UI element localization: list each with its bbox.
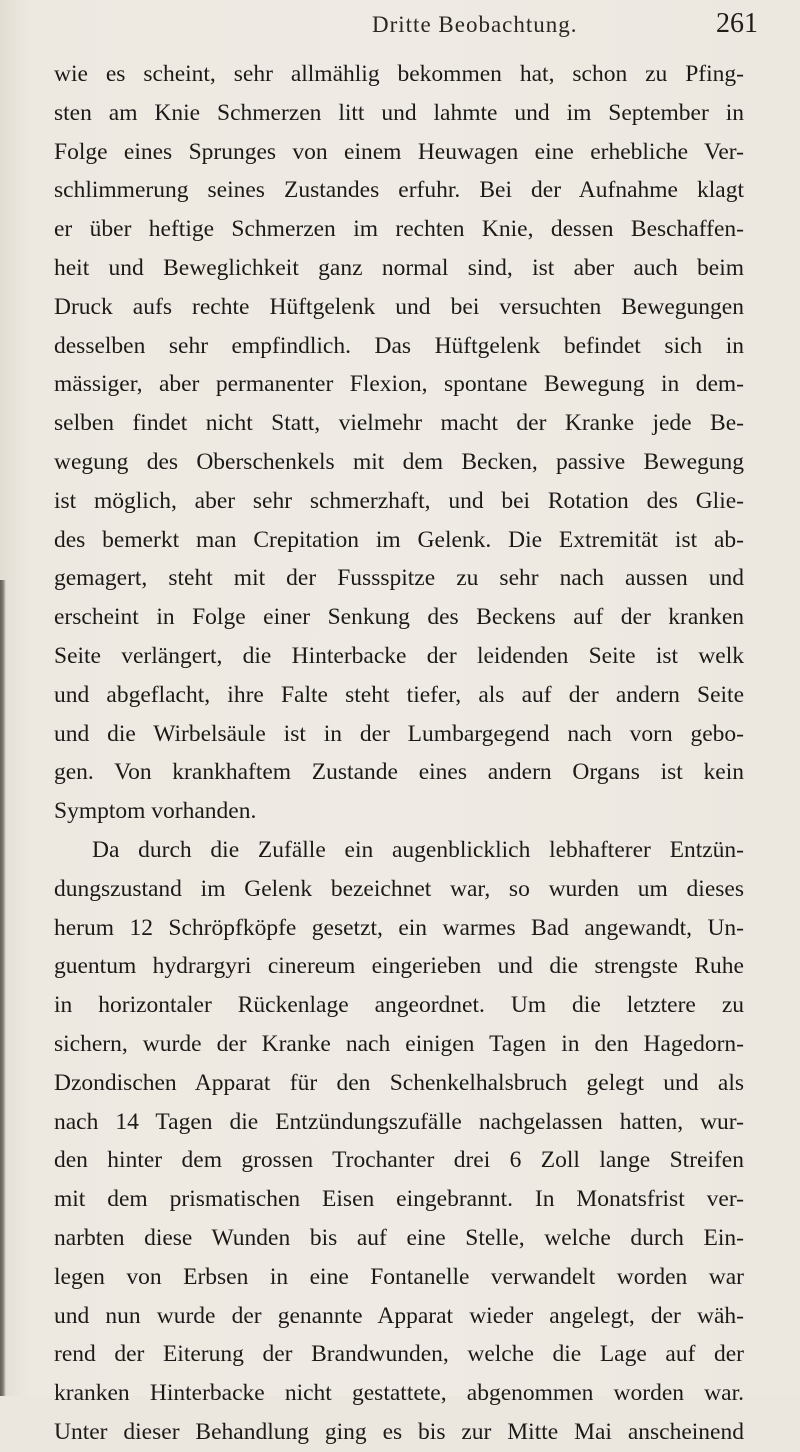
text-line: mit dem prismatischen Eisen eingebrannt. In Monatsfrist ver-: [54, 1186, 744, 1213]
paragraph-start-line: Da durch die Zufälle ein augenblicklich lebhafterer Entzün-: [92, 836, 744, 863]
body-text: [54, 55, 744, 1452]
text-line: mässiger, aber permanenter Flexion, spontane Bewegung in dem-: [54, 371, 744, 398]
text-line: des bemerkt man Crepitation im Gelenk. Die Extremität ist ab-: [54, 526, 744, 553]
text-line: desselben sehr empfindlich. Das Hüftgelenk befindet sich in: [54, 332, 744, 359]
text-line: Unter dieser Behandlung ging es bis zur Mitte Mai anscheinend: [54, 1418, 744, 1445]
text-line: schlimmerung seines Zustandes erfuhr. Bei der Aufnahme klagt: [54, 177, 744, 204]
text-line: wegung des Oberschenkels mit dem Becken, passive Bewegung: [54, 448, 744, 475]
text-line: Druck aufs rechte Hüftgelenk und bei versuchten Bewegungen: [54, 293, 744, 320]
text-line: gen. Von krankhaftem Zustande eines andern Organs ist kein: [54, 759, 744, 786]
text-line: erscheint in Folge einer Senkung des Beckens auf der kranken: [54, 604, 744, 631]
text-line: Dzondischen Apparat für den Schenkelhalsbruch gelegt und als: [54, 1069, 744, 1096]
text-line: narbten diese Wunden bis auf eine Stelle, welche durch Ein-: [54, 1224, 744, 1251]
text-line: den hinter dem grossen Trochanter drei 6 Zoll lange Streifen: [54, 1147, 744, 1174]
text-line: wie es scheint, sehr allmählig bekommen hat, schon zu Pfing-: [54, 61, 744, 87]
text-line: nach 14 Tagen die Entzündungszufälle nachgelassen hatten, wur-: [54, 1108, 744, 1135]
text-line: und die Wirbelsäule ist in der Lumbargegend nach vorn gebo-: [54, 720, 744, 747]
text-line: ist möglich, aber sehr schmerzhaft, und bei Rotation des Glie-: [54, 487, 744, 514]
text-line: dungszustand im Gelenk bezeichnet war, so wurden um dieses: [54, 875, 744, 902]
text-line: selben findet nicht Statt, vielmehr macht der Kranke jede Be-: [54, 410, 744, 437]
text-line: rend der Eiterung der Brandwunden, welche die Lage auf der: [54, 1341, 744, 1368]
text-line: und abgeflacht, ihre Falte steht tiefer, als auf der andern Seite: [54, 681, 744, 708]
text-line: kranken Hinterbacke nicht gestattete, abgenommen worden war.: [54, 1380, 744, 1407]
running-head: [0, 4, 800, 44]
text-line: legen von Erbsen in eine Fontanelle verwandelt worden war: [54, 1263, 744, 1290]
text-line: Seite verlängert, die Hinterbacke der leidenden Seite ist welk: [54, 642, 744, 669]
running-title: Dritte Beobachtung.: [372, 12, 578, 37]
text-line: und nun wurde der genannte Apparat wieder angelegt, der wäh-: [54, 1302, 744, 1329]
page-number: 261: [716, 8, 758, 39]
paragraph-end-line: Symptom vorhanden.: [54, 798, 257, 825]
page-gutter-shadow: [0, 580, 6, 1396]
text-line: sten am Knie Schmerzen litt und lahmte und im September in: [54, 99, 744, 126]
text-line: herum 12 Schröpfköpfe gesetzt, ein warmes Bad angewandt, Un-: [54, 914, 744, 941]
text-line: in horizontaler Rückenlage angeordnet. Um die letztere zu: [54, 992, 744, 1019]
text-line: guentum hydrargyri cinereum eingerieben und die strengste Ruhe: [54, 953, 744, 980]
text-line: Folge eines Sprunges von einem Heuwagen eine erhebliche Ver-: [54, 138, 744, 165]
text-line: sichern, wurde der Kranke nach einigen Tagen in den Hagedorn-: [54, 1030, 744, 1057]
text-line: er über heftige Schmerzen im rechten Knie, dessen Beschaffen-: [54, 216, 744, 243]
text-line: gemagert, steht mit der Fussspitze zu sehr nach aussen und: [54, 565, 744, 592]
text-line: heit und Beweglichkeit ganz normal sind, ist aber auch beim: [54, 254, 744, 281]
